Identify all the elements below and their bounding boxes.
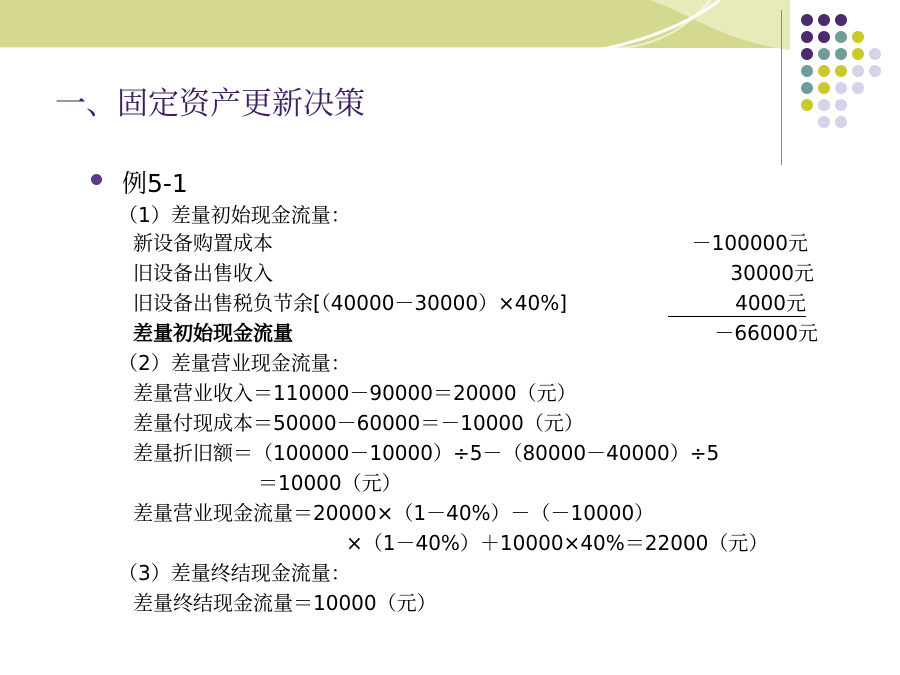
header-banner bbox=[0, 0, 790, 58]
page-title: 一、固定资产更新决策 bbox=[55, 86, 365, 122]
decorative-dot bbox=[818, 14, 830, 26]
decorative-dot bbox=[869, 48, 881, 60]
section-2-heading: （2）差量营业现金流量： bbox=[118, 351, 351, 375]
section-3-heading: （3）差量终结现金流量： bbox=[118, 561, 351, 585]
initial-item-value: －100000元 bbox=[691, 231, 808, 255]
example-label: 例5-1 bbox=[122, 169, 188, 198]
initial-total-value: －66000元 bbox=[714, 321, 818, 345]
decorative-dot bbox=[818, 82, 830, 94]
decorative-dot bbox=[801, 14, 813, 26]
operating-line: 差量营业收入＝110000－90000＝20000（元） bbox=[133, 381, 577, 405]
decorative-dot bbox=[801, 31, 813, 43]
operating-line: ×（1－40%）＋10000×40%＝22000（元） bbox=[346, 531, 769, 555]
decorative-dot bbox=[835, 116, 847, 128]
decorative-dot bbox=[852, 48, 864, 60]
decorative-dot bbox=[818, 99, 830, 111]
decorative-dot bbox=[818, 48, 830, 60]
decorative-dot bbox=[835, 14, 847, 26]
decorative-dot bbox=[835, 65, 847, 77]
initial-item-label: 旧设备出售收入 bbox=[133, 261, 273, 285]
divider-line bbox=[781, 10, 782, 165]
decorative-dot bbox=[801, 65, 813, 77]
initial-total-label: 差量初始现金流量 bbox=[133, 321, 293, 345]
decorative-dot bbox=[852, 31, 864, 43]
initial-item-value: 30000元 bbox=[730, 261, 814, 285]
decorative-dot bbox=[852, 65, 864, 77]
decorative-dot bbox=[818, 31, 830, 43]
operating-line: 差量付现成本＝50000－60000＝－10000（元） bbox=[133, 411, 584, 435]
decorative-dot bbox=[835, 48, 847, 60]
decorative-dot bbox=[818, 116, 830, 128]
decorative-dot bbox=[869, 65, 881, 77]
section-1-heading: （1）差量初始现金流量： bbox=[118, 203, 351, 227]
operating-line: 差量折旧额＝（100000－10000）÷5－（80000－40000）÷5 bbox=[133, 441, 720, 465]
initial-item-value: 4000元 bbox=[735, 291, 806, 315]
decorative-dot bbox=[835, 82, 847, 94]
decorative-dot bbox=[835, 31, 847, 43]
decorative-dot bbox=[818, 65, 830, 77]
terminal-line: 差量终结现金流量＝10000（元） bbox=[133, 591, 437, 615]
decorative-dot bbox=[801, 99, 813, 111]
decorative-dot bbox=[801, 48, 813, 60]
initial-item-label: 新设备购置成本 bbox=[133, 231, 273, 255]
decorative-dot bbox=[801, 82, 813, 94]
decorative-dot bbox=[852, 82, 864, 94]
bullet-icon bbox=[91, 174, 102, 185]
sum-underline bbox=[668, 316, 806, 317]
initial-item-label: 旧设备出售税负节余[（40000－30000）×40%] bbox=[133, 291, 568, 315]
operating-line: 差量营业现金流量＝20000×（1－40%）－（－10000） bbox=[133, 501, 655, 525]
operating-line: ＝10000（元） bbox=[258, 471, 402, 495]
decorative-dot bbox=[835, 99, 847, 111]
